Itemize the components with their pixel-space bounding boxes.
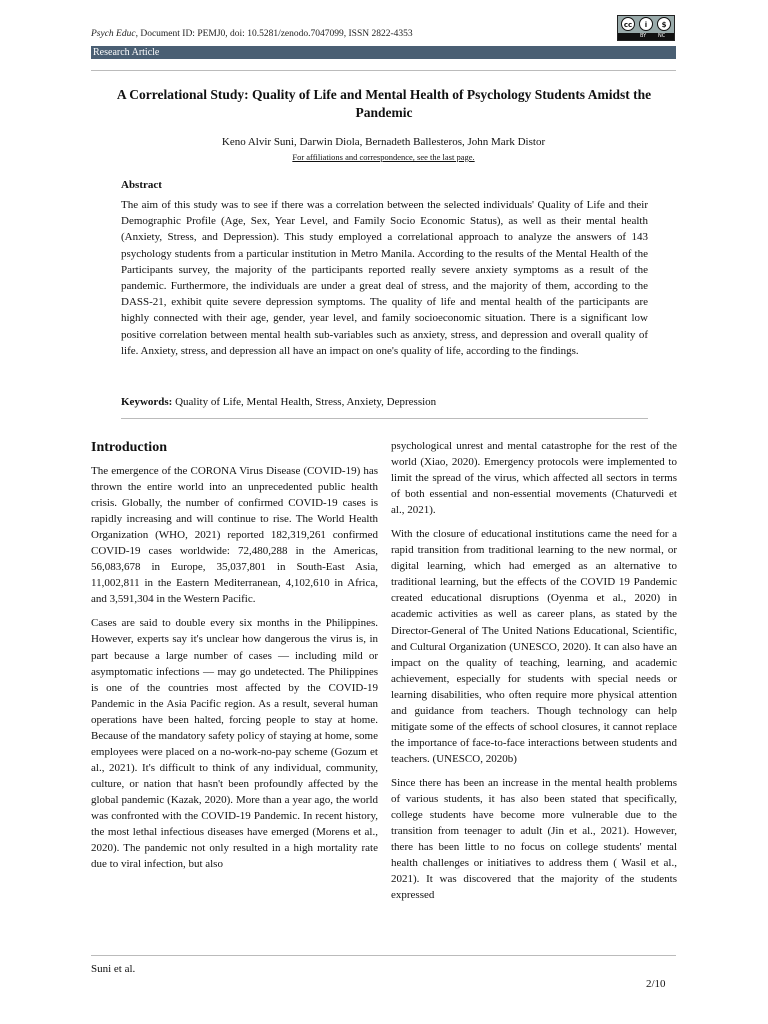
abstract-heading: Abstract [121,179,162,191]
abstract-divider [121,418,648,419]
keywords-list: Quality of Life, Mental Health, Stress, Anxiety, Depression [172,396,437,408]
paragraph: With the closure of educational institutions came the need for a rapid transition from traditional learning to the new normal, or digital learning, which had emerged as an alternative to traditional learning, but the effects of the COVID 19 Pandemic created educational disruptions (Oyenma et al., 2020) in academic activities as well as career plans, as stated by the Director-General of The United Nations Educational, Scientific, and Cultural Organization (UNESCO, 2020). It can also have an impact on the quality of teaching, learning, and academic achievement, especially for students with special needs or learning disabilities, who often require more physical attention and guidance from teachers. Though technology can help mitigate some of the effects of school closures, it cannot replace the importance of face-to-face interactions between students and teachers. (UNESCO, 2020b) [391,528,677,765]
keywords-label: Keywords: [121,396,173,408]
top-divider [91,70,676,71]
cc-icon: cc [621,17,635,31]
page-number: 2/10 [646,978,666,990]
affiliation-link[interactable]: For affiliations and correspondence, see the last page. [292,152,475,162]
journal-header [91,29,413,39]
footer-divider [91,955,676,956]
cc-badge-labels [618,33,674,40]
nc-label: NC [658,33,666,39]
noncommercial-icon: $ [657,17,671,31]
paragraph: The emergence of the CORONA Virus Disease (COVID-19) has thrown the entire world into an unprecedented public health crisis. Globally, the number of confirmed COVID-19 cases is rapidly increasing and will continue to rise. The World Health Organization (WHO, 2021) reported 182,319,261 confirmed COVID-19 cases worldwide: 72,480,288 in the Americas, 56,083,678 in Europe, 35,037,801 in South-East Asia, 11,002,811 in the Eastern Mediterranean, 4,102,610 in Africa, and 3,591,304 in the Western Pacific. [91,465,378,606]
attribution-icon: i [639,17,653,31]
journal-meta: , Document ID: PEMJ0, doi: 10.5281/zenodo.7047099, ISSN 2822-4353 [135,29,413,39]
paragraph: Since there has been an increase in the mental health problems of various students, it has also been stated that specifically, college students have become more vulnerable due to the transition from teenager to adult (Jin et al., 2021). However, there has been little to no focus on college students' mental health challenges or initiatives to address them ( Wasil et al., 2021). It was discovered that the majority of the students expressed [391,776,677,902]
cc-license-badge[interactable] [617,15,675,41]
introduction-heading: Introduction [91,440,167,455]
paper-title: A Correlational Study: Quality of Life and Mental Health of Psychology Students Amidst the Pandemic [116,87,652,120]
running-authors: Suni et al. [91,963,136,975]
by-label: BY [640,33,647,39]
author-list: Keno Alvir Suni, Darwin Diola, Bernadeth Ballesteros, John Mark Distor [221,136,546,148]
paragraph: Cases are said to double every six months in the Philippines. However, experts say it's unclear how dangerous the virus is, in part because a large number of cases — including mild or asymptomatic infections — may go undetected. The Philippines is one of the countries most affected by the COVID-19 Pandemic in the Asia Pacific region. As a result, several human operations have been halted, forcing people to stay at home. Because of the mandatory safety policy of staying at home, some employees were placed on a no-work-no-pay scheme (Gozum et al., 2021). It's difficult to think of any individual, community, culture, or nation that hasn't been profoundly affected by the global pandemic (Kazak, 2020). More than a year ago, the world was confronted with the COVID-19 Pandemic. In recent history, the most lethal infectious diseases have emerged (Morens et al., 2020). The pandemic not only resulted in a high mortality rate due to viral infection, but also [91,617,378,871]
journal-name: Psych Educ [91,29,136,39]
section-label-bar: Research Article [91,46,676,59]
right-column [391,438,677,911]
keywords-line [121,396,648,408]
abstract-text: The aim of this study was to see if there was a correlation between the selected individuals' Quality of Life and their Demographic Profile (Age, Sex, Year Level, and Family Socio Economic Status), as well as their mental health (Anxiety, Stress, and Depression). This study employed a correlational approach to analyze the answers of 143 psychology students from a particular institution in Metro Manila. According to the results of the Mental Health of the Participants survey, the majority of the participants reported really severe anxiety symptoms as a result of the pandemic. Furthermore, the individuals are under a great deal of stress, and the majority of them, according to the DASS-21, exhibit quite severe depression symptoms. The quality of life and mental health of the participants are highly connected with their age, gender, year level, and family socioeconomic situation. There is a significant low positive correlation between mental health sub-variables such as anxiety, stress, and depression and overall quality of life. Anxiety, stress, and depression all have an impact on one's quality of life, according to the findings. [121,199,648,357]
paragraph: psychological unrest and mental catastrophe for the rest of the world (Xiao, 2020). Emergency protocols were implemented to limit the spread of the virus, which affected all sectors in terms of both essential and non-essential movements (Chaturvedi et al., 2021). [391,440,677,517]
left-column [91,463,378,880]
